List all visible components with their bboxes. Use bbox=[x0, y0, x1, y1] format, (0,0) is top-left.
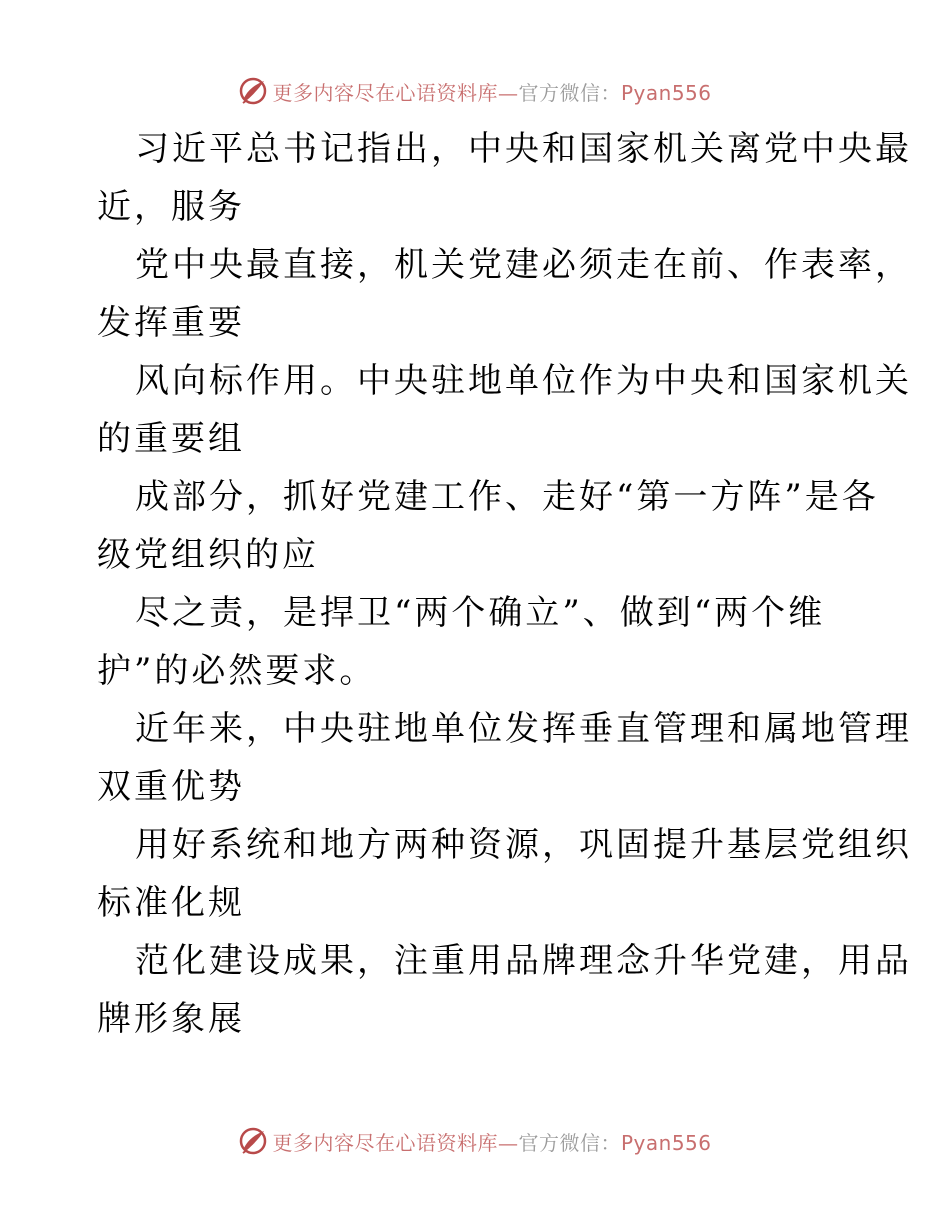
text-line: 级党组织的应 bbox=[97, 535, 319, 575]
watermark-text: 更多内容尽在心语资料库—官方微信：Pyan556 bbox=[272, 1130, 712, 1155]
header-watermark bbox=[0, 74, 950, 108]
text-line: 护”的必然要求。 bbox=[97, 651, 377, 691]
document-body bbox=[97, 120, 912, 1048]
text-line: 成部分，抓好党建工作、走好“第一方阵”是各 bbox=[135, 477, 879, 517]
text-line: 近，服务 bbox=[97, 187, 245, 227]
watermark-text: 更多内容尽在心语资料库—官方微信：Pyan556 bbox=[272, 80, 712, 105]
footer-watermark bbox=[0, 1124, 950, 1158]
text-line: 近年来，中央驻地单位发挥垂直管理和属地管理 bbox=[135, 709, 912, 749]
text-line: 双重优势 bbox=[97, 767, 245, 807]
text-line: 风向标作用。中央驻地单位作为中央和国家机关 bbox=[135, 361, 912, 401]
text-line: 发挥重要 bbox=[97, 303, 245, 343]
text-line: 范化建设成果，注重用品牌理念升华党建，用品 bbox=[135, 941, 912, 981]
text-line: 尽之责，是捍卫“两个确立”、做到“两个维 bbox=[135, 593, 826, 633]
quill-logo-icon bbox=[238, 1126, 268, 1156]
text-line: 牌形象展 bbox=[97, 999, 245, 1039]
text-line: 标准化规 bbox=[97, 883, 245, 923]
text-line: 的重要组 bbox=[97, 419, 245, 459]
text-line: 党中央最直接，机关党建必须走在前、作表率， bbox=[135, 245, 912, 285]
text-line: 用好系统和地方两种资源，巩固提升基层党组织 bbox=[135, 825, 912, 865]
text-line: 习近平总书记指出，中央和国家机关离党中央最 bbox=[135, 129, 912, 169]
quill-logo-icon bbox=[238, 76, 268, 106]
